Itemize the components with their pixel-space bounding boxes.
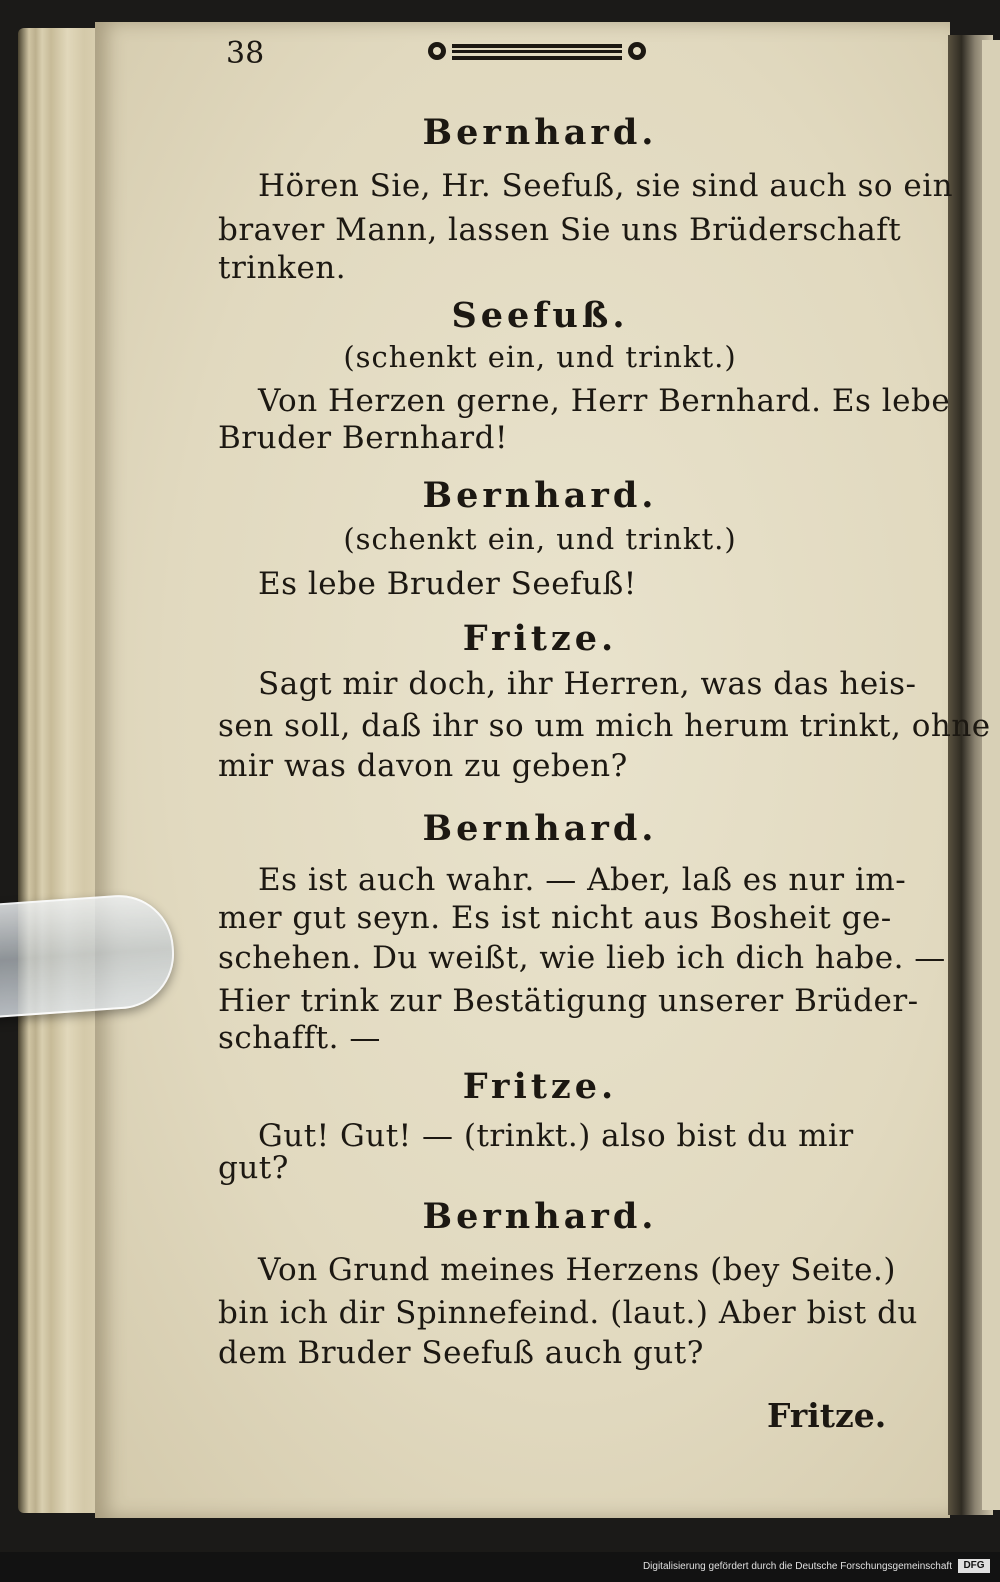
header-ornament-icon: [422, 36, 652, 66]
dialogue-line: braver Mann, lassen Sie uns Brüderschaft: [218, 212, 902, 248]
dialogue-line: Von Grund meines Herzens (bey Seite.): [258, 1252, 896, 1288]
dfg-logo: DFG: [958, 1559, 990, 1573]
speaker-name: Bernhard.: [422, 112, 658, 153]
dialogue-line: Sagt mir doch, ihr Herren, was das heis-: [258, 666, 917, 702]
speaker-name: Bernhard.: [422, 475, 658, 516]
catchword: Fritze.: [767, 1396, 887, 1435]
speaker-name: Fritze.: [462, 618, 618, 659]
dialogue-line: sen soll, daß ihr so um mich herum trinkt, ohne: [218, 708, 991, 744]
page-number: 38: [226, 36, 265, 71]
dialogue-line: Hier trink zur Bestätigung unserer Brüder-: [218, 983, 919, 1019]
dialogue-line: mir was davon zu geben?: [218, 748, 628, 784]
speaker-name: Seefuß.: [451, 295, 629, 336]
dialogue-line: gut?: [218, 1150, 289, 1186]
dialogue-line: Es ist auch wahr. — Aber, laß es nur im-: [258, 862, 907, 898]
stage-direction: (schenkt ein, und trinkt.): [343, 340, 737, 374]
dialogue-line: Von Herzen gerne, Herr Bernhard. Es lebe: [258, 383, 951, 419]
speaker-name: Bernhard.: [422, 808, 658, 849]
dialogue-line: dem Bruder Seefuß auch gut?: [218, 1335, 704, 1371]
dialogue-line: trinken.: [218, 250, 347, 286]
dialogue-line: Bruder Bernhard!: [218, 420, 508, 456]
dialogue-line: schafft. —: [218, 1020, 381, 1056]
dialogue-line: mer gut seyn. Es ist nicht aus Bosheit ge-: [218, 900, 892, 936]
dialogue-line: Gut! Gut! — (trinkt.) also bist du mir: [258, 1118, 854, 1154]
speaker-name: Fritze.: [462, 1066, 618, 1107]
dialogue-line: bin ich dir Spinnefeind. (laut.) Aber bist du: [218, 1295, 918, 1331]
footer-credit: Digitalisierung gefördert durch die Deutsche Forschungsgemeinschaft: [642, 1561, 952, 1572]
dialogue-line: Hören Sie, Hr. Seefuß, sie sind auch so ein: [258, 168, 954, 204]
speaker-name: Bernhard.: [422, 1196, 658, 1237]
stage-direction: (schenkt ein, und trinkt.): [343, 522, 737, 556]
dialogue-line: schehen. Du weißt, wie lieb ich dich habe. —: [218, 940, 946, 976]
dialogue-line: Es lebe Bruder Seefuß!: [258, 566, 637, 602]
